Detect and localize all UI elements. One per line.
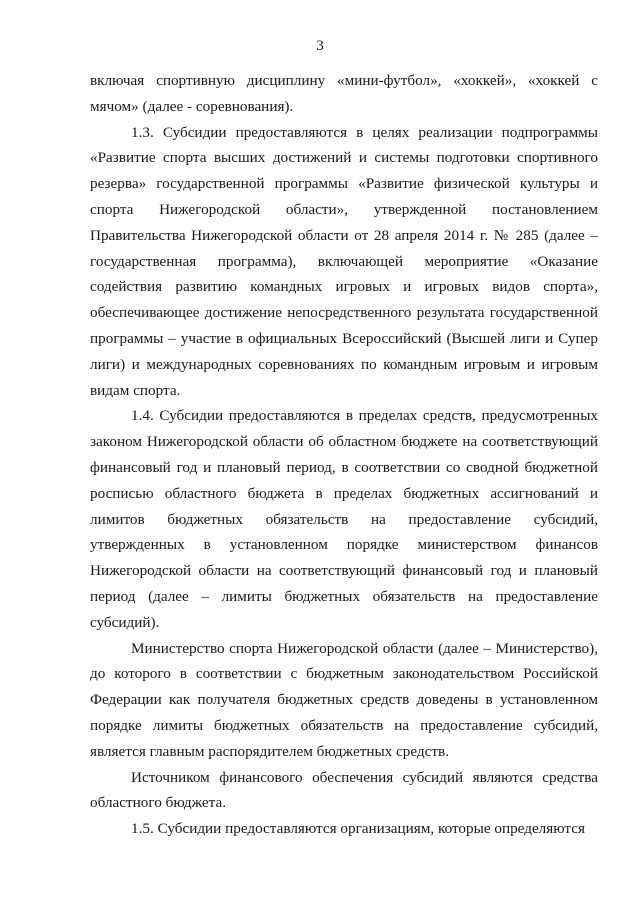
page-number: 3 [316, 38, 324, 54]
paragraph-funding-source: Источником финансового обеспечения субсидий являются средства областного бюджета. [90, 768, 598, 812]
paragraph-1-3: 1.3. Субсидии предоставляются в целях реализации подпрограммы «Развитие спорта высших достижений и системы подготовки спортивного резерва» государственной программы «Развитие физической культуры и спорта Нижегородской области», утвержденной постановлением Правительства Нижегородской области от 28 апреля 2014 г. № 285 (далее – государственная программа), включающей мероприятие «Оказание содействия развитию командных игровых и игровых видов спорта», обеспечивающее достижение непосредственного результата государственной программы – участие в официальных Всероссийский (Высшей лиги и Супер лиги) и международных соревнованиях по командным игровым и игровым видам спорта. [90, 123, 598, 399]
paragraph-continuation: включая спортивную дисциплину «мини-футбол», «хоккей», «хоккей с мячом» (далее - соревнования). [90, 72, 598, 115]
paragraph-1-4: 1.4. Субсидии предоставляются в пределах средств, предусмотренных законом Нижегородской области об областном бюджете на соответствующий финансовый год и плановый период, в соответствии со сводной бюджетной росписью областного бюджета в пределах бюджетных ассигнований и лимитов бюджетных обязательств на предоставление субсидий, утвержденных в установленном порядке министерством финансов Нижегородской области на соответствующий финансовый год и плановый период (далее – лимиты бюджетных обязательств на предоставление субсидий). [90, 407, 598, 631]
paragraph-ministry: Министерство спорта Нижегородской области (далее – Министерство), до которого в соответствии с бюджетным законодательством Российской Федерации как получателя бюджетных средств доведены в установленном порядке лимиты бюджетных обязательств на предоставление субсидий, является главным распорядителем бюджетных средств. [90, 639, 598, 760]
paragraph-1-5: 1.5. Субсидии предоставляются организациям, которые определяются [131, 820, 585, 838]
document-body [90, 68, 598, 842]
